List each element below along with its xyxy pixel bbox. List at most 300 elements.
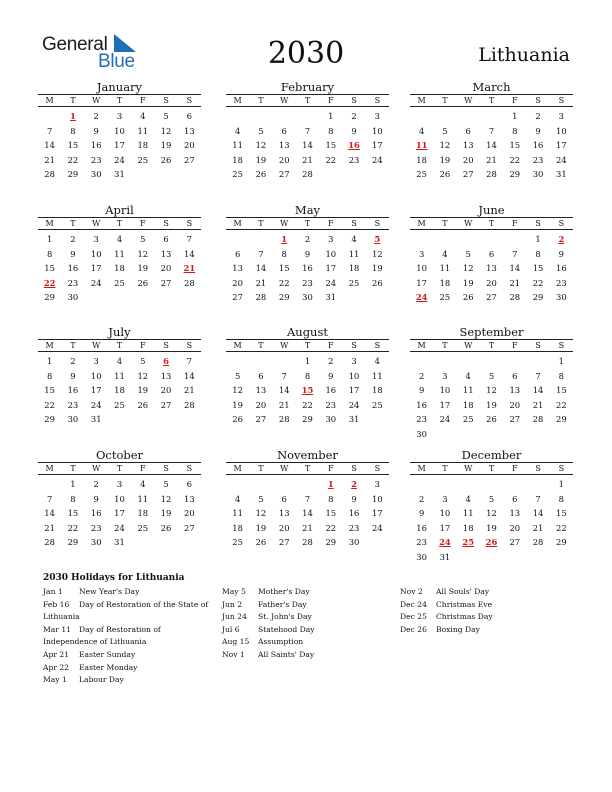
weekday-label: T	[304, 96, 311, 105]
weekday-label: T	[488, 96, 495, 105]
holiday-date: Jan 1	[43, 587, 63, 596]
holiday-date: Dec 25	[400, 612, 427, 622]
day: 12	[462, 263, 474, 274]
day: 16	[67, 263, 79, 274]
holidays-title: 2030 Holidays for Lithuania	[43, 573, 185, 583]
day-grid	[410, 352, 573, 442]
weekday-label: T	[488, 341, 495, 350]
empty-cell	[273, 109, 296, 124]
holiday-entry	[43, 599, 208, 612]
weekday-label: S	[186, 341, 193, 350]
weekday-label: F	[512, 96, 518, 105]
day: 14	[486, 140, 497, 151]
day: 31	[90, 414, 102, 425]
day: 8	[70, 125, 76, 136]
holiday-day: 1	[70, 111, 76, 121]
day: 31	[348, 414, 360, 425]
weekday-label: T	[442, 464, 448, 473]
day: 22	[302, 399, 313, 410]
weekday-label: W	[92, 464, 101, 473]
day: 20	[462, 154, 474, 165]
empty-cell	[296, 477, 319, 492]
weekday-label: W	[464, 96, 473, 105]
day: 8	[558, 370, 565, 381]
weekday-label: T	[116, 464, 123, 473]
day: 3	[442, 370, 448, 381]
day: 1	[70, 479, 76, 489]
weekday-label: F	[140, 219, 146, 228]
day: 4	[418, 125, 425, 136]
day: 28	[184, 399, 195, 410]
day: 7	[304, 125, 311, 136]
day: 12	[232, 385, 243, 396]
day: 2	[418, 370, 425, 381]
day: 2	[328, 356, 334, 366]
weekday-label: S	[535, 219, 541, 228]
weekday-label: F	[140, 464, 146, 473]
weekday-label: S	[535, 464, 541, 473]
empty-cell	[273, 477, 296, 492]
holiday-day: 11	[415, 140, 428, 151]
day: 26	[486, 414, 497, 425]
page-year-title: 2030	[267, 36, 345, 71]
day: 20	[184, 140, 195, 151]
day: 27	[184, 522, 195, 533]
day: 9	[418, 385, 425, 396]
day: 23	[348, 522, 360, 533]
month-name: February	[280, 80, 335, 94]
day: 3	[93, 234, 99, 244]
day: 30	[302, 292, 313, 303]
day: 3	[374, 479, 381, 489]
day: 29	[67, 169, 79, 180]
day: 28	[302, 169, 313, 180]
day-grid	[226, 230, 389, 305]
day: 27	[278, 537, 290, 548]
weekday-label: S	[351, 219, 357, 228]
weekday-label: S	[374, 341, 381, 350]
month-april	[38, 203, 201, 305]
holiday-name: Mother's Day	[258, 587, 310, 596]
day: 12	[486, 385, 497, 396]
day: 16	[416, 399, 427, 410]
day: 28	[532, 414, 544, 425]
day: 6	[512, 370, 518, 381]
day: 3	[418, 248, 425, 259]
day: 15	[67, 508, 79, 519]
day: 15	[44, 385, 55, 396]
day: 7	[535, 493, 541, 504]
day: 6	[281, 125, 287, 136]
weekday-label: M	[233, 464, 242, 473]
weekday-label: S	[163, 464, 169, 473]
empty-cell	[38, 109, 61, 124]
holiday-day: 2	[351, 479, 357, 489]
day: 3	[93, 356, 99, 366]
day: 7	[258, 248, 264, 259]
holiday-name-continued: Lithuania	[43, 612, 80, 622]
holiday-entry	[222, 586, 315, 599]
day: 28	[302, 537, 313, 548]
weekday-label: M	[233, 219, 242, 228]
empty-cell	[249, 354, 272, 369]
holiday-date: Jun 2	[222, 599, 243, 609]
empty-cell	[457, 477, 480, 492]
day: 4	[351, 234, 357, 244]
weekday-header-row	[38, 339, 201, 352]
weekday-label: W	[92, 341, 101, 350]
day: 2	[70, 356, 76, 366]
weekday-header-row	[410, 462, 573, 475]
day: 6	[163, 234, 169, 244]
day-grid	[38, 352, 201, 427]
weekday-label: F	[512, 219, 518, 228]
weekday-label: T	[116, 96, 123, 105]
day: 24	[90, 277, 102, 288]
day: 12	[255, 140, 267, 151]
day: 24	[114, 522, 125, 533]
day: 27	[278, 169, 290, 180]
weekday-label: W	[92, 219, 101, 228]
day: 5	[442, 125, 448, 136]
weekday-header-row	[226, 462, 389, 475]
weekday-label: T	[442, 219, 448, 228]
empty-cell	[249, 232, 272, 247]
weekday-label: S	[558, 96, 565, 105]
day: 18	[416, 154, 427, 165]
weekday-label: M	[45, 341, 54, 350]
day: 17	[90, 263, 102, 274]
day: 20	[184, 508, 195, 519]
day: 22	[509, 154, 521, 165]
weekday-label: S	[374, 219, 381, 228]
weekday-label: M	[417, 464, 426, 473]
weekday-label: S	[535, 341, 541, 350]
weekday-label: S	[163, 341, 169, 350]
holiday-entry	[222, 599, 315, 612]
empty-cell	[249, 477, 272, 492]
day: 14	[532, 508, 544, 519]
weekday-label: S	[374, 96, 381, 105]
day: 13	[462, 140, 474, 151]
month-may	[226, 203, 389, 305]
holiday-date: Nov 1	[222, 649, 245, 659]
month-august	[226, 325, 389, 427]
day: 25	[137, 522, 149, 533]
day: 5	[140, 356, 146, 366]
day: 20	[509, 399, 521, 410]
holiday-entry	[400, 599, 493, 612]
day: 12	[372, 248, 383, 259]
day: 7	[46, 125, 53, 136]
day: 22	[532, 277, 544, 288]
day: 9	[351, 493, 357, 504]
day: 11	[372, 370, 383, 381]
day: 19	[137, 385, 149, 396]
weekday-header-row	[410, 339, 573, 352]
day: 21	[486, 154, 497, 165]
day: 14	[44, 508, 55, 519]
weekday-label: S	[351, 341, 357, 350]
day: 14	[532, 385, 544, 396]
day: 9	[304, 248, 311, 259]
day: 14	[44, 140, 55, 151]
day: 20	[160, 385, 172, 396]
day: 12	[255, 508, 267, 519]
holiday-day: 5	[374, 234, 381, 244]
day: 16	[90, 140, 102, 151]
empty-cell	[433, 477, 456, 492]
day: 5	[163, 111, 169, 121]
day: 30	[416, 428, 427, 439]
month-name: January	[96, 80, 143, 94]
day: 24	[372, 522, 383, 533]
day: 24	[90, 399, 102, 410]
day: 15	[556, 508, 567, 519]
day: 8	[535, 248, 541, 259]
day: 27	[255, 414, 267, 425]
weekday-label: W	[464, 219, 473, 228]
day: 17	[114, 508, 125, 519]
empty-cell	[526, 477, 549, 492]
day: 26	[160, 522, 172, 533]
day: 28	[255, 292, 267, 303]
day: 1	[46, 356, 53, 366]
day: 7	[488, 125, 495, 136]
day: 21	[44, 154, 55, 165]
weekday-label: F	[512, 341, 518, 350]
day: 19	[486, 399, 497, 410]
day: 6	[186, 111, 193, 121]
day: 8	[304, 370, 311, 381]
weekday-label: M	[233, 96, 242, 105]
day: 24	[556, 154, 567, 165]
day: 20	[278, 522, 290, 533]
holiday-day: 24	[415, 292, 428, 303]
day: 15	[325, 140, 337, 151]
day: 12	[160, 125, 172, 136]
day: 14	[184, 370, 195, 381]
day: 5	[465, 248, 471, 259]
day: 23	[532, 154, 544, 165]
day: 27	[462, 169, 474, 180]
day: 23	[325, 399, 337, 410]
day: 7	[304, 493, 311, 504]
weekday-label: F	[512, 464, 518, 473]
day: 1	[558, 356, 565, 366]
empty-cell	[480, 477, 503, 492]
day: 15	[509, 140, 521, 151]
weekday-label: S	[186, 96, 193, 105]
weekday-label: M	[417, 219, 426, 228]
empty-cell	[38, 477, 61, 492]
day: 3	[558, 111, 565, 121]
weekday-label: M	[417, 96, 426, 105]
empty-cell	[410, 354, 433, 369]
holiday-entry	[43, 662, 208, 675]
day: 18	[439, 277, 451, 288]
weekday-label: S	[558, 219, 565, 228]
weekday-label: T	[442, 341, 448, 350]
day: 31	[556, 169, 567, 180]
holiday-name-continued: Independence of Lithuania	[43, 637, 147, 647]
day: 19	[255, 154, 267, 165]
country-name: Lithuania	[478, 44, 570, 66]
day: 11	[232, 508, 243, 519]
day: 10	[325, 248, 337, 259]
day: 13	[232, 263, 243, 274]
day: 5	[140, 234, 146, 244]
day: 22	[67, 154, 79, 165]
day: 14	[302, 508, 313, 519]
day: 7	[535, 370, 541, 381]
day: 10	[556, 125, 567, 136]
day: 1	[304, 356, 311, 366]
holiday-name: Christmas Day	[436, 612, 493, 622]
day: 27	[184, 154, 195, 165]
weekday-label: W	[280, 219, 289, 228]
day: 14	[255, 263, 267, 274]
day: 20	[278, 154, 290, 165]
weekday-label: F	[328, 464, 334, 473]
weekday-label: T	[70, 464, 76, 473]
holiday-day: 24	[439, 537, 451, 548]
day: 20	[232, 277, 243, 288]
day: 30	[67, 414, 79, 425]
weekday-label: M	[45, 219, 54, 228]
day: 17	[439, 399, 451, 410]
empty-cell	[480, 354, 503, 369]
day: 13	[184, 125, 195, 136]
day: 18	[348, 263, 360, 274]
holiday-date: May 1	[43, 675, 67, 685]
holiday-date: Dec 26	[400, 624, 427, 634]
day: 3	[351, 356, 357, 366]
day: 11	[232, 140, 243, 151]
holiday-date: Apr 21	[43, 649, 70, 659]
day: 26	[462, 292, 474, 303]
holiday-day: 6	[163, 356, 169, 366]
month-january	[38, 80, 201, 182]
day: 15	[67, 140, 79, 151]
day: 3	[442, 493, 448, 504]
day: 27	[509, 537, 521, 548]
weekday-label: T	[488, 219, 495, 228]
day: 31	[325, 292, 337, 303]
holiday-date: May 5	[222, 587, 246, 596]
day: 2	[304, 234, 311, 244]
weekday-label: S	[163, 96, 169, 105]
weekday-label: W	[92, 96, 101, 105]
day: 9	[328, 370, 334, 381]
day: 2	[535, 111, 541, 121]
day: 18	[462, 522, 474, 533]
day: 21	[532, 399, 544, 410]
day: 23	[556, 277, 567, 288]
weekday-label: T	[70, 341, 76, 350]
day: 13	[160, 370, 172, 381]
day: 10	[114, 493, 125, 504]
holiday-column	[43, 586, 208, 687]
day: 29	[509, 169, 521, 180]
day: 9	[93, 125, 99, 136]
empty-cell	[226, 232, 249, 247]
month-name: April	[105, 203, 134, 217]
month-november	[226, 448, 389, 550]
day-grid	[226, 107, 389, 182]
empty-cell	[226, 109, 249, 124]
day: 26	[255, 169, 267, 180]
day: 25	[372, 399, 383, 410]
day: 31	[114, 537, 125, 548]
holiday-name: Labour Day	[79, 675, 124, 685]
weekday-label: T	[258, 464, 264, 473]
day: 10	[439, 385, 451, 396]
day: 18	[462, 399, 474, 410]
day: 21	[532, 522, 544, 533]
weekday-label: T	[442, 96, 448, 105]
holiday-entry	[43, 674, 208, 687]
day: 21	[278, 399, 290, 410]
day: 8	[512, 125, 518, 136]
day: 5	[258, 493, 264, 504]
day: 10	[439, 508, 451, 519]
day: 19	[160, 508, 172, 519]
weekday-label: S	[186, 219, 193, 228]
weekday-label: T	[304, 341, 311, 350]
day: 11	[439, 263, 451, 274]
day: 10	[114, 125, 125, 136]
holiday-date: Dec 24	[400, 599, 427, 609]
day: 21	[302, 522, 313, 533]
day: 26	[255, 537, 267, 548]
day: 23	[302, 277, 313, 288]
day: 5	[258, 125, 264, 136]
day: 22	[325, 154, 337, 165]
day: 15	[278, 263, 290, 274]
day: 23	[416, 537, 427, 548]
day: 5	[234, 370, 241, 381]
day: 22	[44, 399, 55, 410]
holiday-entry	[222, 649, 315, 662]
weekday-header-row	[38, 462, 201, 475]
day: 19	[486, 522, 497, 533]
day: 13	[278, 508, 290, 519]
day: 8	[46, 248, 53, 259]
weekday-label: T	[116, 219, 123, 228]
month-september	[410, 325, 573, 442]
day: 22	[556, 399, 567, 410]
day: 9	[70, 248, 76, 259]
day: 10	[90, 370, 102, 381]
day: 17	[439, 522, 451, 533]
day: 30	[556, 292, 567, 303]
weekday-label: M	[417, 341, 426, 350]
empty-cell	[526, 354, 549, 369]
day: 29	[44, 292, 55, 303]
day: 25	[462, 414, 474, 425]
day: 29	[325, 537, 337, 548]
month-july	[38, 325, 201, 427]
day: 25	[114, 399, 125, 410]
day: 27	[160, 399, 172, 410]
day: 14	[278, 385, 290, 396]
day: 2	[418, 493, 425, 504]
empty-cell	[433, 109, 456, 124]
day: 17	[325, 263, 337, 274]
empty-cell	[457, 354, 480, 369]
holiday-date: Nov 2	[400, 587, 423, 596]
